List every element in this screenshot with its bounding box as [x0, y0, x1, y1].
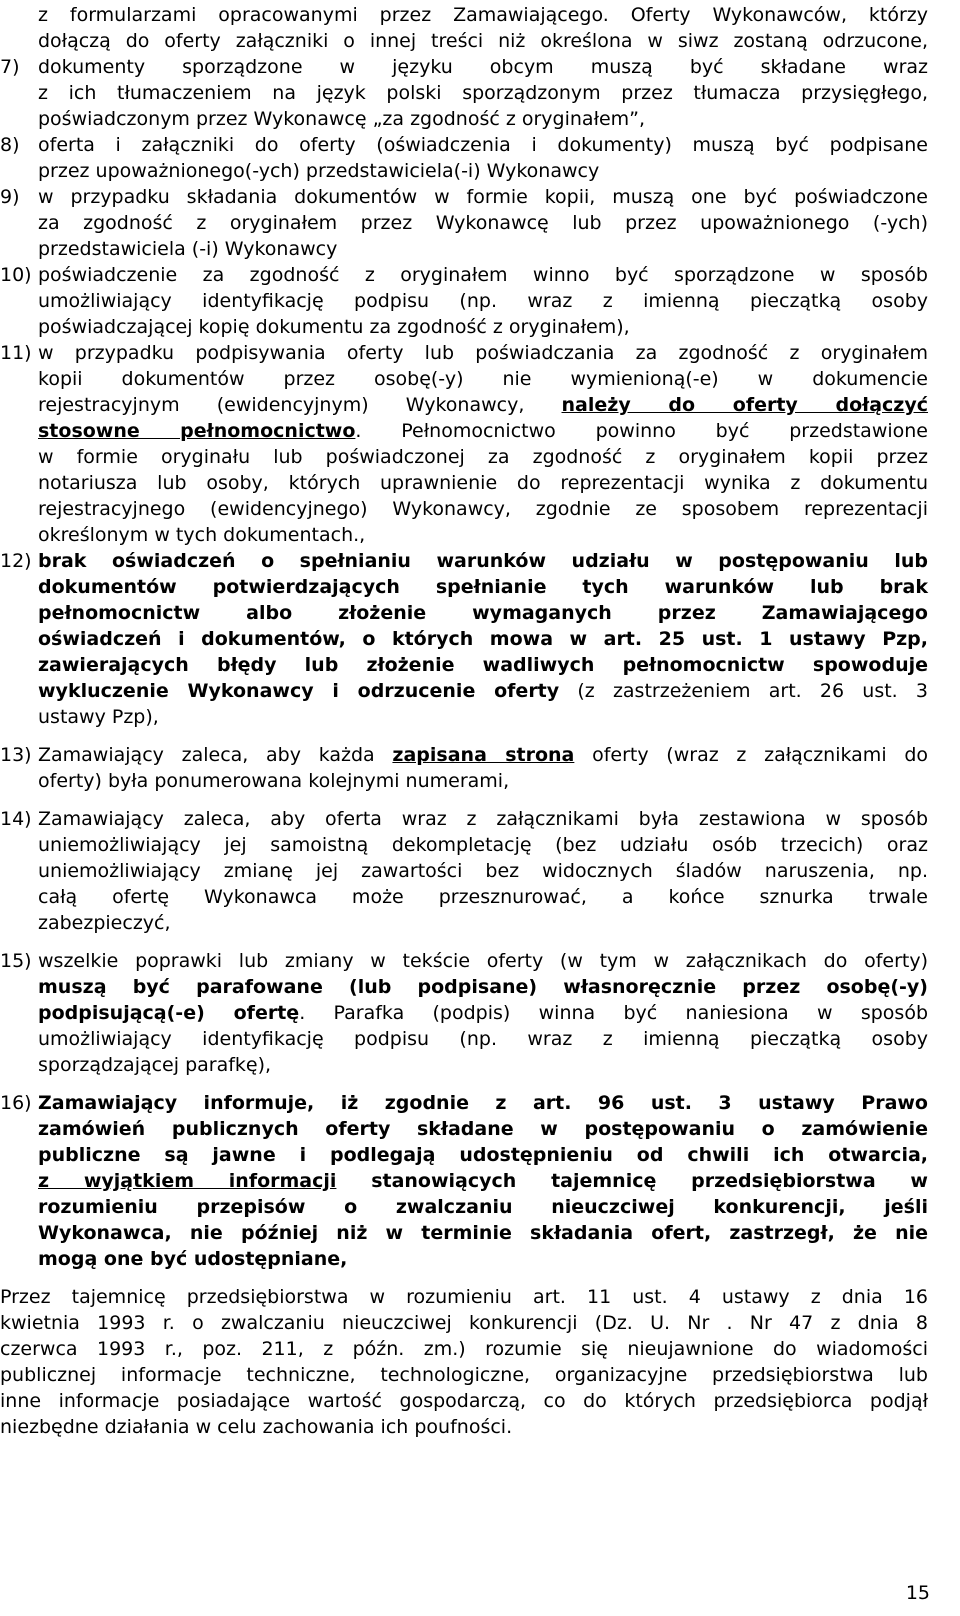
item-14-line: zabezpieczyć,: [38, 912, 171, 934]
item-number: 13): [0, 744, 32, 766]
item-7-line: z ich tłumaczeniem na język polski sporządzonym przez tłumacza przysięgłego,: [38, 82, 928, 104]
item-12-emphasis: wykluczenie Wykonawcy i odrzucenie oferty: [38, 680, 560, 702]
item-16-line: zamówień publicznych oferty składane w postępowaniu o zamówienie: [38, 1118, 928, 1140]
item-7-line: poświadczonym przez Wykonawcę „za zgodność z oryginałem”,: [38, 108, 646, 130]
item-9-line: za zgodność z oryginałem przez Wykonawcę lub przez upoważnionego (-ych): [38, 212, 928, 234]
item-12-text: (z zastrzeżeniem art. 26 ust. 3: [559, 680, 928, 702]
item-13-line: oferty) była ponumerowana kolejnymi numerami,: [38, 770, 510, 792]
item-10-line: umożliwiający identyfikację podpisu (np. wraz z imienną pieczątką osoby: [38, 290, 928, 312]
closing-line: Przez tajemnicę przedsiębiorstwa w rozumieniu art. 11 ust. 4 ustawy z dnia 16: [0, 1286, 928, 1308]
item-11-line: w przypadku podpisywania oferty lub poświadczania za zgodność z oryginałem: [38, 342, 928, 364]
item-14-line: uniemożliwiający jej samoistną dekompletację (bez udziału osób trzecich) oraz: [38, 834, 928, 856]
item-15-line: [38, 1000, 928, 1026]
item-11-line: kopii dokumentów przez osobę(-y) nie wymienioną(-e) w dokumencie: [38, 368, 928, 390]
item-15-text: . Parafka (podpis) winna być naniesiona w sposób: [299, 1002, 929, 1024]
page-number: 15: [905, 1582, 930, 1604]
item-9-line: przedstawiciela (-i) Wykonawcy: [38, 238, 338, 260]
item-10-line: poświadczającej kopię dokumentu za zgodność z oryginałem),: [38, 316, 630, 338]
item-7-line: dokumenty sporządzone w języku obcym muszą być składane wraz: [38, 56, 928, 78]
intro-line: dołączą do oferty załączniki o innej treści niż określona w siwz zostaną odrzucone,: [38, 30, 928, 52]
item-15-line: umożliwiający identyfikację podpisu (np. wraz z imienną pieczątką osoby: [38, 1028, 928, 1050]
item-number: 16): [0, 1092, 32, 1114]
item-15-line: sporządzającej parafkę),: [38, 1054, 272, 1076]
item-number: 14): [0, 808, 32, 830]
item-11-line: [38, 418, 928, 444]
item-15-line: wszelkie poprawki lub zmiany w tekście oferty (w tym w załącznikach do oferty): [38, 950, 928, 972]
closing-line: czerwca 1993 r., poz. 211, z późn. zm.) rozumie się nieujawnione do wiadomości: [0, 1338, 928, 1360]
item-number: 15): [0, 950, 32, 972]
item-11-line: [38, 392, 928, 418]
item-12-line: pełnomocnictw albo złożenie wymaganych przez Zamawiającego: [38, 602, 928, 624]
item-16-text: stanowiących tajemnicę przedsiębiorstwa w: [336, 1170, 928, 1192]
closing-line: niezbędne działania w celu zachowania ich poufności.: [0, 1416, 513, 1438]
closing-line: publicznej informacje techniczne, technologiczne, organizacyjne przedsiębiorstwa lub: [0, 1364, 928, 1386]
item-15-emphasis: podpisującą(-e) ofertę: [38, 1002, 300, 1024]
item-12-line: zawierających błędy lub złożenie wadliwych pełnomocnictw spowoduje: [38, 654, 928, 676]
item-16-line: [38, 1168, 928, 1194]
item-11-line: notariusza lub osoby, których uprawnienie do reprezentacji wynika z dokumentu: [38, 472, 928, 494]
item-16-line: Wykonawca, nie później niż w terminie składania ofert, zastrzegł, że nie: [38, 1222, 928, 1244]
item-number: 11): [0, 342, 32, 364]
item-12-line: dokumentów potwierdzających spełnianie tych warunków lub brak: [38, 576, 928, 598]
item-14-line: uniemożliwiający zmianę jej zawartości bez widocznych śladów naruszenia, np.: [38, 860, 928, 882]
item-13-emphasis: zapisana strona: [392, 744, 575, 766]
item-16-emphasis: z wyjątkiem informacji: [38, 1170, 337, 1192]
item-13-line: [38, 742, 928, 768]
item-12-line: ustawy Pzp),: [38, 706, 159, 728]
item-number: 10): [0, 264, 32, 286]
item-11-text: rejestracyjnym (ewidencyjnym) Wykonawcy,: [38, 394, 525, 416]
item-11-text: . Pełnomocnictwo powinno być przedstawione: [355, 420, 928, 442]
item-11-line: w formie oryginału lub poświadczonej za zgodność z oryginałem kopii przez: [38, 446, 928, 468]
item-12-line: [38, 678, 928, 704]
item-11-emphasis: stosowne pełnomocnictwo: [38, 420, 356, 442]
item-11-line: rejestracyjnego (ewidencyjnego) Wykonawcy, zgodnie ze sposobem reprezentacji: [38, 498, 928, 520]
item-15-line: muszą być parafowane (lub podpisane) własnoręcznie przez osobę(-y): [38, 976, 928, 998]
item-8-line: oferta i załączniki do oferty (oświadczenia i dokumenty) muszą być podpisane: [38, 134, 928, 156]
item-11-emphasis: należy do oferty dołączyć: [561, 394, 929, 416]
intro-line: z formularzami opracowanymi przez Zamawiającego. Oferty Wykonawców, którzy: [38, 4, 928, 26]
closing-line: kwietnia 1993 r. o zwalczaniu nieuczciwej konkurencji (Dz. U. Nr . Nr 47 z dnia 8: [0, 1312, 928, 1334]
item-11-line: określonym w tych dokumentach.,: [38, 524, 366, 546]
closing-line: inne informacje posiadające wartość gospodarczą, co do których przedsiębiorca podjął: [0, 1390, 928, 1412]
item-number: 8): [0, 134, 20, 156]
item-12-line: oświadczeń i dokumentów, o których mowa w art. 25 ust. 1 ustawy Pzp,: [38, 628, 928, 650]
item-14-line: Zamawiający zaleca, aby oferta wraz z załącznikami była zestawiona w sposób: [38, 808, 928, 830]
item-10-line: poświadczenie za zgodność z oryginałem winno być sporządzone w sposób: [38, 264, 928, 286]
item-8-line: przez upoważnionego(-ych) przedstawiciela(-i) Wykonawcy: [38, 160, 600, 182]
item-16-line: publiczne są jawne i podlegają udostępnieniu od chwili ich otwarcia,: [38, 1144, 928, 1166]
item-14-line: całą ofertę Wykonawca może przesznurować, a końce sznurka trwale: [38, 886, 928, 908]
item-number: 12): [0, 550, 32, 572]
item-number: 7): [0, 56, 20, 78]
item-16-line: Zamawiający informuje, iż zgodnie z art. 96 ust. 3 ustawy Prawo: [38, 1092, 928, 1114]
item-16-line: rozumieniu przepisów o zwalczaniu nieuczciwej konkurencji, jeśli: [38, 1196, 928, 1218]
item-16-line: mogą one być udostępniane,: [38, 1248, 348, 1270]
item-13-text: Zamawiający zaleca, aby każda: [38, 744, 393, 766]
item-12-line: brak oświadczeń o spełnianiu warunków udziału w postępowaniu lub: [38, 550, 928, 572]
item-number: 9): [0, 186, 20, 208]
item-13-text: oferty (wraz z załącznikami do: [574, 744, 928, 766]
item-9-line: w przypadku składania dokumentów w formie kopii, muszą one być poświadczone: [38, 186, 928, 208]
